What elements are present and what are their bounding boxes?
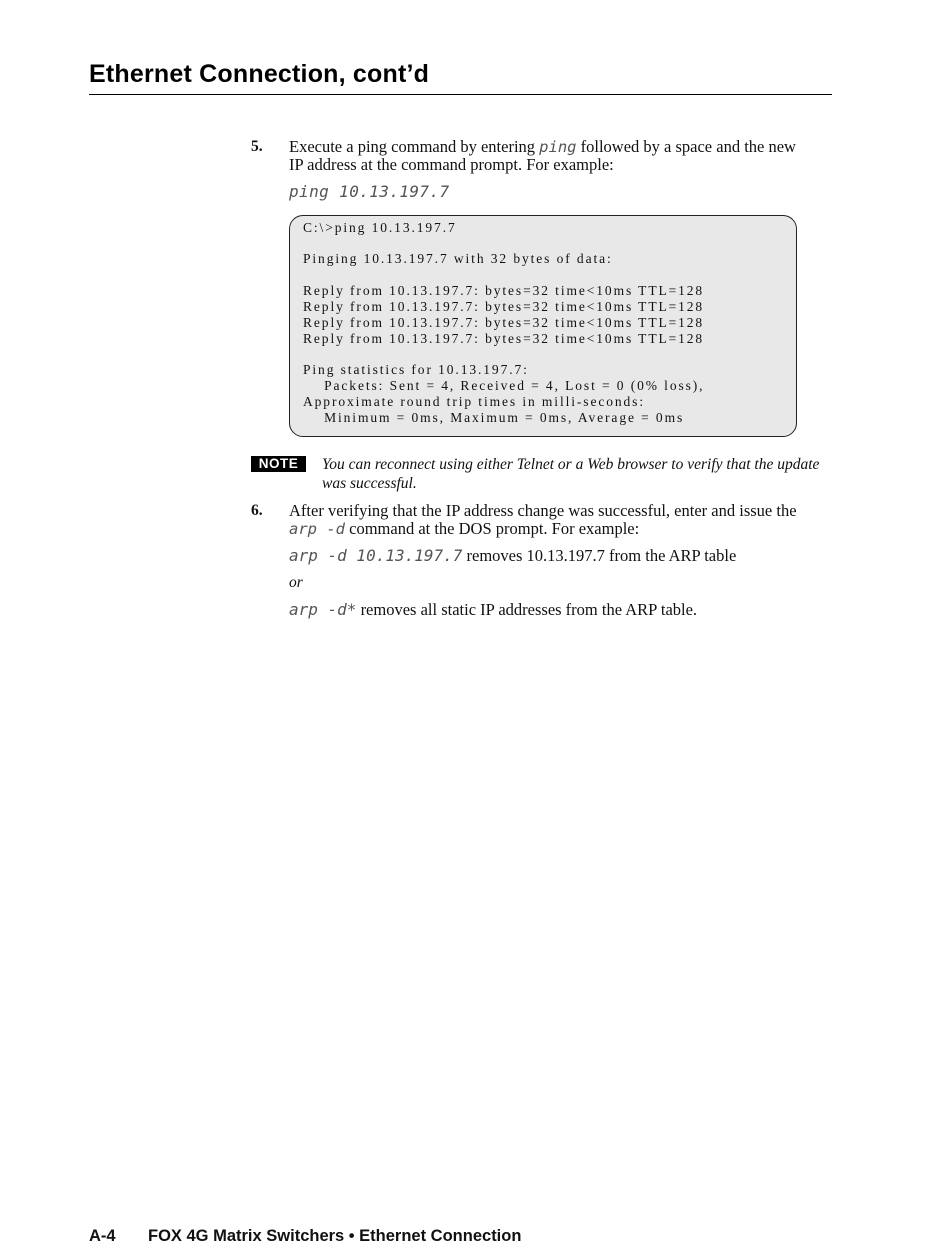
ping-command-inline: ping [539, 138, 577, 156]
arp-command-inline: arp -d [289, 520, 345, 538]
arp-example-2 [289, 601, 697, 619]
console-line: Reply from 10.13.197.7: bytes=32 time<10ms TTL=128 [303, 283, 705, 298]
console-line: Pinging 10.13.197.7 with 32 bytes of data: [303, 251, 613, 266]
arp-example-1-text: removes 10.13.197.7 from the ARP table [462, 546, 737, 565]
footer-title: FOX 4G Matrix Switchers • Ethernet Connection [148, 1227, 522, 1245]
step-number-5: 5. [251, 138, 263, 155]
console-line: Approximate round trip times in milli-seconds: [303, 394, 645, 409]
console-line: Reply from 10.13.197.7: bytes=32 time<10ms TTL=128 [303, 315, 705, 330]
step5-text-post: followed by a space and the new [576, 137, 796, 156]
console-line: Minimum = 0ms, Maximum = 0ms, Average = 0ms [303, 410, 685, 425]
step6-line2 [289, 520, 639, 538]
console-line: Reply from 10.13.197.7: bytes=32 time<10ms TTL=128 [303, 299, 705, 314]
arp-example-2-code: arp -d* [289, 600, 357, 619]
step5-line1 [289, 138, 796, 156]
step5-line2: IP address at the command prompt. For example: [289, 155, 614, 174]
arp-example-1 [289, 547, 736, 565]
ping-example: ping 10.13.197.7 [289, 182, 450, 201]
console-line: Ping statistics for 10.13.197.7: [303, 362, 529, 377]
command-prompt-output [289, 215, 797, 437]
console-line: Reply from 10.13.197.7: bytes=32 time<10ms TTL=128 [303, 331, 705, 346]
console-line: C:\>ping 10.13.197.7 [303, 220, 457, 235]
console-line: Packets: Sent = 4, Received = 4, Lost = 0 (0% loss), [303, 378, 705, 393]
step5-text-pre: Execute a ping command by entering [289, 137, 540, 156]
arp-example-2-text: removes all static IP addresses from the ARP table. [356, 600, 698, 619]
note-badge: NOTE [251, 456, 306, 472]
step6-text-post: command at the DOS prompt. For example: [345, 519, 640, 538]
or-connector: or [289, 574, 303, 591]
page-footer [89, 1227, 521, 1246]
note-text: You can reconnect using either Telnet or a Web browser to verify that the update was successful. [322, 456, 820, 492]
arp-example-1-code: arp -d 10.13.197.7 [289, 546, 463, 565]
step6-line1: After verifying that the IP address change was successful, enter and issue the [289, 501, 797, 520]
page-title: Ethernet Connection, cont’d [89, 60, 430, 88]
step-number-6: 6. [251, 502, 263, 519]
header-divider [89, 94, 832, 95]
page-number: A-4 [89, 1227, 116, 1245]
